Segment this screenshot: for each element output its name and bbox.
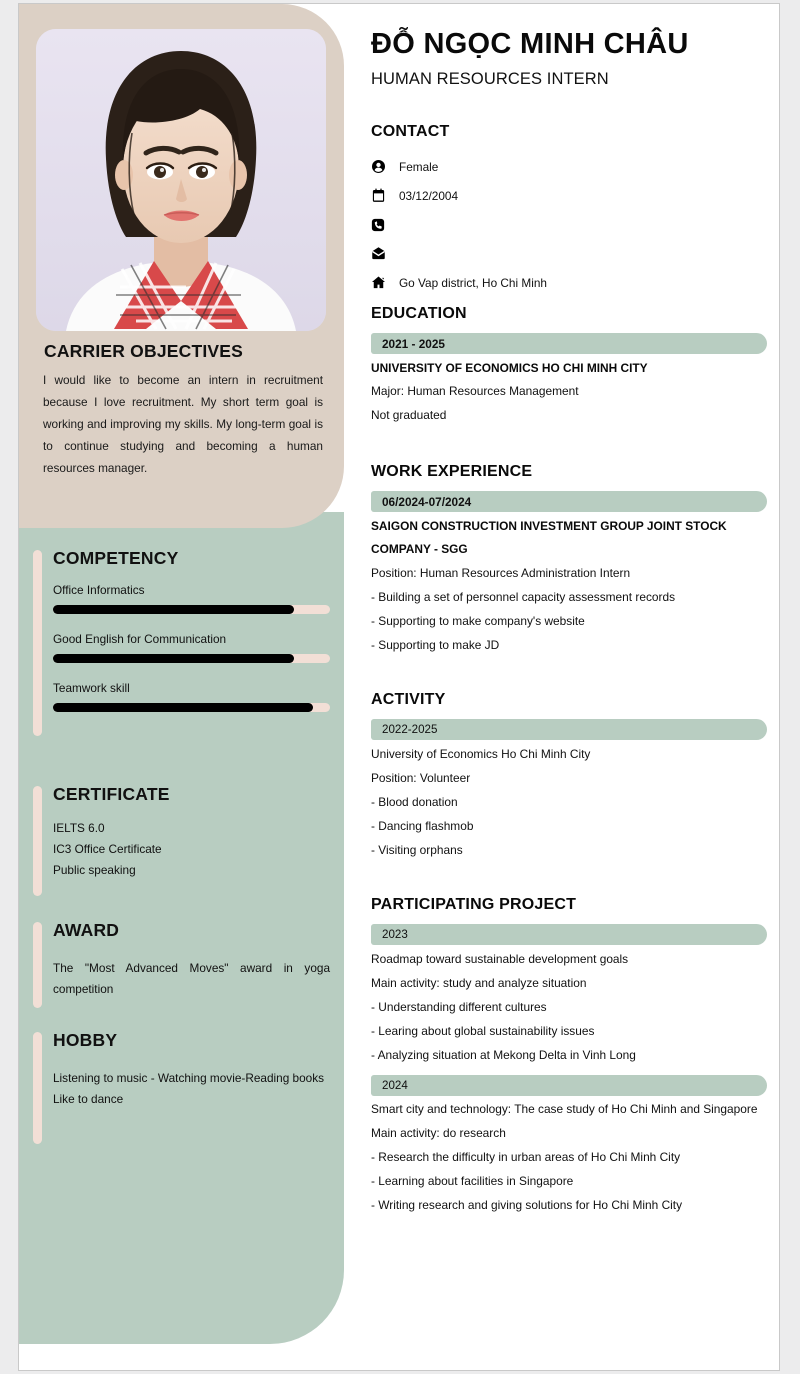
- hobby-heading: HOBBY: [53, 1030, 118, 1050]
- skill-label: Office Informatics: [53, 583, 145, 597]
- award-text: The "Most Advanced Moves" award in yoga competition: [53, 961, 330, 996]
- contact-row-email: [371, 239, 780, 268]
- project-bullet: - Writing research and giving solutions for Ho Chi Minh City: [371, 1198, 683, 1212]
- list-item: IELTS 6.0: [53, 821, 105, 835]
- job-title: HUMAN RESOURCES INTERN: [371, 70, 609, 88]
- work-bullet: - Supporting to make company's website: [371, 614, 585, 628]
- project-year: 2023: [382, 928, 408, 941]
- contact-row-birthdate: [371, 181, 780, 210]
- skill-label: Teamwork skill: [53, 681, 130, 695]
- education-section: [371, 305, 780, 427]
- certificate-list: [53, 818, 330, 881]
- activity-bullet: - Visiting orphans: [371, 843, 463, 857]
- projects-section: [371, 896, 780, 1217]
- work-period: 06/2024-07/2024: [382, 494, 472, 509]
- skill-fill: [53, 654, 294, 663]
- education-major: Major: Human Resources Management: [371, 384, 579, 398]
- activity-heading: ACTIVITY: [371, 691, 446, 708]
- project-year-chip: [371, 924, 767, 945]
- skill-fill: [53, 605, 294, 614]
- project-bullet: - Learing about global sustainability issues: [371, 1024, 595, 1038]
- project-title: Smart city and technology: The case study of Ho Chi Minh and Singapore: [371, 1102, 758, 1116]
- left-sidebar: [19, 4, 344, 1344]
- contact-value-gender: Female: [399, 159, 439, 174]
- skill-item: [53, 582, 330, 614]
- work-experience-section: [371, 463, 780, 657]
- work-period-chip: [371, 491, 767, 512]
- contact-row-address: [371, 268, 780, 297]
- project-main-activity: Main activity: study and analyze situation: [371, 976, 587, 990]
- phone-icon: [371, 218, 399, 232]
- award-heading: AWARD: [53, 920, 120, 940]
- work-company: SAIGON CONSTRUCTION INVESTMENT GROUP JOINT STOCK COMPANY - SGG: [371, 519, 727, 556]
- activity-bullet: - Blood donation: [371, 795, 458, 809]
- contact-heading: CONTACT: [371, 123, 450, 140]
- contact-value-birthdate: 03/12/2004: [399, 188, 459, 203]
- hobby-line: Listening to music - Watching movie-Reading books: [53, 1071, 325, 1085]
- work-bullet: - Building a set of personnel capacity assessment records: [371, 590, 676, 604]
- hobby-body: [53, 1068, 330, 1110]
- person-icon: [371, 159, 399, 174]
- contact-value-address: Go Vap district, Ho Chi Minh: [399, 275, 547, 290]
- section-accent-bar: [33, 922, 42, 1008]
- objectives-heading: CARRIER OBJECTIVES: [44, 341, 244, 361]
- avatar: [36, 29, 326, 331]
- contact-row-phone: [371, 210, 780, 239]
- skill-track: [53, 605, 330, 614]
- section-accent-bar: [33, 786, 42, 896]
- activity-position: Position: Volunteer: [371, 771, 471, 785]
- award-body: [53, 958, 330, 1000]
- hobby-line: Like to dance: [53, 1092, 124, 1106]
- contact-section: [371, 123, 780, 297]
- calendar-icon: [371, 188, 399, 203]
- activity-period: 2022-2025: [382, 723, 438, 736]
- skill-item: [53, 631, 330, 663]
- project-bullet: - Analyzing situation at Mekong Delta in Vinh Long: [371, 1048, 636, 1062]
- work-position: Position: Human Resources Administration Intern: [371, 566, 631, 580]
- activity-period-chip: [371, 719, 767, 740]
- section-accent-bar: [33, 550, 42, 736]
- portrait-illustration: [36, 29, 326, 331]
- skill-fill: [53, 703, 313, 712]
- project-year: 2024: [382, 1079, 408, 1092]
- education-school: UNIVERSITY OF ECONOMICS HO CHI MINH CITY: [371, 361, 648, 375]
- education-status: Not graduated: [371, 408, 447, 422]
- activity-section: [371, 691, 780, 862]
- project-bullet: - Research the difficulty in urban areas of Ho Chi Minh City: [371, 1150, 681, 1164]
- project-bullet: - Understanding different cultures: [371, 1000, 547, 1014]
- section-accent-bar: [33, 1032, 42, 1144]
- project-title: Roadmap toward sustainable development goals: [371, 952, 629, 966]
- skill-track: [53, 654, 330, 663]
- projects-heading: PARTICIPATING PROJECT: [371, 896, 577, 913]
- project-bullet: - Learning about facilities in Singapore: [371, 1174, 574, 1188]
- list-item: Public speaking: [53, 863, 136, 877]
- activity-org: University of Economics Ho Chi Minh City: [371, 747, 591, 761]
- project-entry: [371, 924, 780, 1067]
- work-experience-heading: WORK EXPERIENCE: [371, 463, 533, 480]
- education-period-chip: [371, 333, 767, 354]
- competency-list: [53, 582, 330, 729]
- resume-page: [18, 3, 780, 1371]
- work-bullet: - Supporting to make JD: [371, 638, 500, 652]
- project-entry: [371, 1075, 780, 1217]
- list-item: IC3 Office Certificate: [53, 842, 162, 856]
- education-period: 2021 - 2025: [382, 336, 445, 351]
- project-year-chip: [371, 1075, 767, 1096]
- certificate-heading: CERTIFICATE: [53, 784, 170, 804]
- right-content: [371, 4, 780, 1217]
- education-heading: EDUCATION: [371, 305, 467, 322]
- envelope-icon: [371, 246, 399, 261]
- objectives-text: I would like to become an intern in recruitment because I love recruitment. My short term goal is working and improving my skills. My long-term goal is to continue studying and becoming a human resources manager.: [43, 373, 323, 475]
- activity-bullet: - Dancing flashmob: [371, 819, 474, 833]
- page-title: ĐỖ NGỌC MINH CHÂU: [371, 28, 689, 60]
- home-icon: [371, 275, 399, 290]
- skill-label: Good English for Communication: [53, 632, 227, 646]
- project-main-activity: Main activity: do research: [371, 1126, 506, 1140]
- contact-row-gender: [371, 152, 780, 181]
- competency-heading: COMPETENCY: [53, 548, 179, 568]
- skill-item: [53, 680, 330, 712]
- skill-track: [53, 703, 330, 712]
